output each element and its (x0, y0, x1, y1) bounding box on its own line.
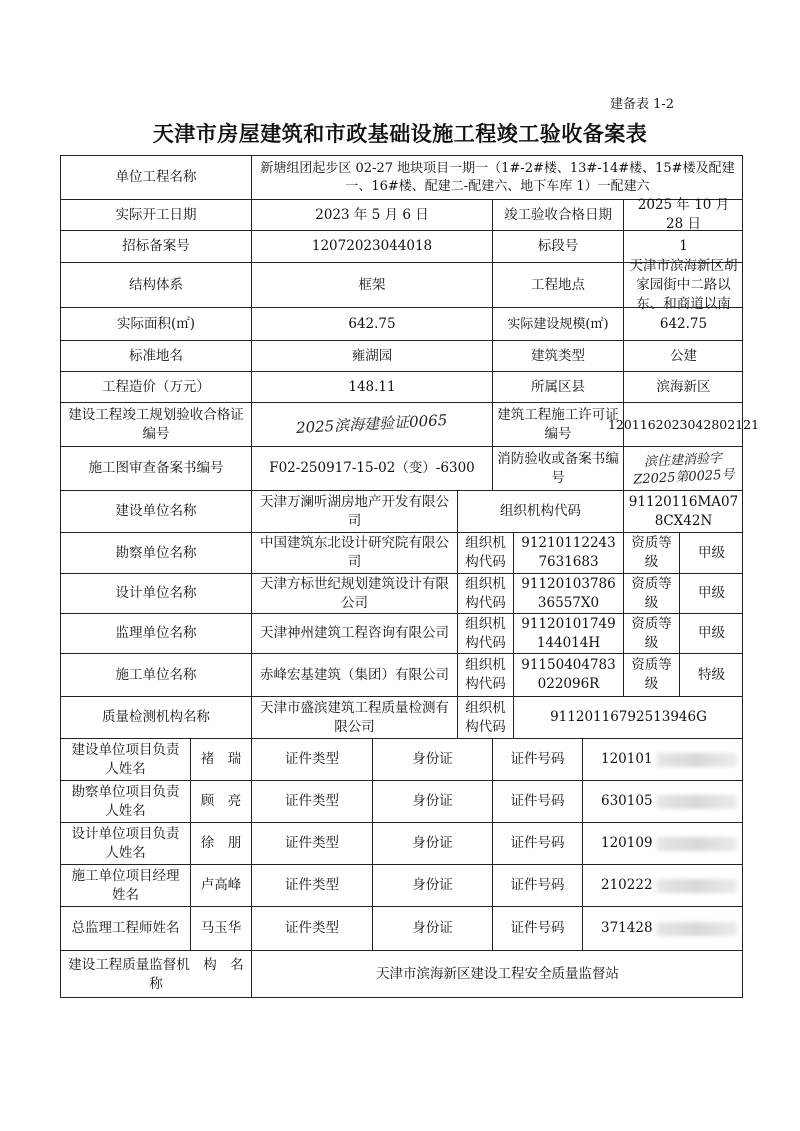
label-location: 工程地点 (492, 262, 623, 307)
label-chief-supervisor-cert-type: 证件类型 (251, 906, 372, 950)
label-supervision-unit: 监理单位名称 (60, 613, 251, 653)
label-acceptance-date: 竣工验收合格日期 (492, 199, 623, 230)
value-start-date: 2023 年 5 月 6 日 (251, 199, 492, 230)
label-standard-place-name: 标准地名 (60, 340, 251, 371)
value-testing-org-code: 91120116792513946G (513, 696, 743, 738)
redaction-blur (657, 922, 737, 936)
value-acceptance-date: 2025 年 10 月 28 日 (623, 199, 743, 230)
label-construction-permit-no: 建筑工程施工许可证编号 (492, 402, 623, 446)
value-design-qualification: 甲级 (679, 573, 743, 613)
value-actual-scale: 642.75 (623, 307, 743, 340)
label-construction-manager-cert-type: 证件类型 (251, 864, 372, 906)
page-title: 天津市房屋建筑和市政基础设施工程竣工验收备案表 (152, 122, 648, 146)
value-builder-leader-cert-no (582, 738, 743, 780)
label-planning-cert-no: 建设工程竣工规划验收合格证编号 (60, 402, 251, 446)
label-structure: 结构体系 (60, 262, 251, 307)
cert-number-visible: 210222 (601, 877, 653, 893)
value-chief-supervisor-cert-no (582, 906, 743, 950)
value-fire-acceptance-no (623, 446, 743, 490)
label-builder-unit: 建设单位名称 (60, 490, 251, 532)
cert-number-visible: 371428 (601, 920, 653, 936)
label-builder-leader-cert-no: 证件号码 (492, 738, 582, 780)
label-design-unit: 设计单位名称 (60, 573, 251, 613)
label-construction-org-code: 组织机构代码 (457, 653, 513, 696)
label-district: 所属区县 (492, 371, 623, 402)
value-chief-supervisor-cert-type: 身份证 (372, 906, 492, 950)
value-drawing-review-no: F02-250917-15-02（变）-6300 (251, 446, 492, 490)
redaction-blur (657, 837, 737, 851)
record-table (60, 155, 760, 998)
value-builder-leader: 褚 瑞 (190, 738, 251, 780)
value-testing-unit: 天津市盛滨建筑工程质量检测有限公司 (251, 696, 457, 738)
label-drawing-review-no: 施工图审查备案书编号 (60, 446, 251, 490)
value-standard-place-name: 雍湖园 (251, 340, 492, 371)
label-construction-qualification: 资质等级 (623, 653, 679, 696)
label-section-no: 标段号 (492, 230, 623, 262)
value-design-leader-cert-type: 身份证 (372, 822, 492, 864)
label-survey-leader-cert-no: 证件号码 (492, 780, 582, 822)
redaction-blur (657, 879, 737, 893)
value-structure: 框架 (251, 262, 492, 307)
redaction-blur (657, 753, 737, 767)
value-actual-area: 642.75 (251, 307, 492, 340)
label-chief-supervisor-cert-no: 证件号码 (492, 906, 582, 950)
label-bid-record-no: 招标备案号 (60, 230, 251, 262)
label-supervision-qualification: 资质等级 (623, 613, 679, 653)
label-design-leader-cert-type: 证件类型 (251, 822, 372, 864)
value-design-leader-cert-no (582, 822, 743, 864)
handwritten-fire-acceptance: 滨住建消验字Z2025第0025号 (633, 450, 735, 488)
label-builder-leader-cert-type: 证件类型 (251, 738, 372, 780)
label-actual-scale: 实际建设规模(㎡) (492, 307, 623, 340)
redaction-blur (657, 795, 737, 809)
label-cost: 工程造价（万元） (60, 371, 251, 402)
value-supervision-org-code: 91120101749144014H (513, 613, 623, 653)
value-district: 滨海新区 (623, 371, 743, 402)
label-survey-qualification: 资质等级 (623, 532, 679, 573)
value-builder-leader-cert-type: 身份证 (372, 738, 492, 780)
cert-number-visible: 630105 (601, 793, 653, 809)
label-supervision-org-code: 组织机构代码 (457, 613, 513, 653)
value-survey-leader-cert-no (582, 780, 743, 822)
value-planning-cert-no (251, 402, 492, 446)
value-builder-unit: 天津万澜听湖房地产开发有限公司 (251, 490, 457, 532)
value-design-org-code: 9112010378636557X0 (513, 573, 623, 613)
label-builder-org-code: 组织机构代码 (457, 490, 623, 532)
label-unit-project-name: 单位工程名称 (60, 155, 251, 199)
form-number: 建备表 1-2 (610, 97, 675, 112)
label-builder-leader: 建设单位项目负责人姓名 (60, 738, 190, 780)
cert-number-visible: 120109 (601, 835, 653, 851)
label-survey-leader: 勘察单位项目负责人姓名 (60, 780, 190, 822)
value-supervision-station: 天津市滨海新区建设工程安全质量监督站 (251, 950, 743, 998)
value-construction-manager-cert-type: 身份证 (372, 864, 492, 906)
value-construction-permit-no: 1201162023042802121 (623, 402, 743, 446)
value-building-type: 公建 (623, 340, 743, 371)
label-design-org-code: 组织机构代码 (457, 573, 513, 613)
label-design-leader: 设计单位项目负责人姓名 (60, 822, 190, 864)
label-testing-unit: 质量检测机构名称 (60, 696, 251, 738)
value-construction-org-code: 91150404783022096R (513, 653, 623, 696)
value-construction-unit: 赤峰宏基建筑（集团）有限公司 (251, 653, 457, 696)
value-survey-leader: 顾 亮 (190, 780, 251, 822)
label-design-qualification: 资质等级 (623, 573, 679, 613)
value-cost: 148.11 (251, 371, 492, 402)
value-bid-record-no: 12072023044018 (251, 230, 492, 262)
value-construction-manager-cert-no (582, 864, 743, 906)
label-actual-area: 实际面积(㎡) (60, 307, 251, 340)
label-building-type: 建筑类型 (492, 340, 623, 371)
value-supervision-unit: 天津神州建筑工程咨询有限公司 (251, 613, 457, 653)
value-section-no: 1 (623, 230, 743, 262)
value-location: 天津市滨海新区胡家园街中二路以东、和商道以南 (623, 262, 743, 307)
cert-number-visible: 120101 (601, 751, 653, 767)
label-survey-unit: 勘察单位名称 (60, 532, 251, 573)
handwritten-planning-cert: 2025滨海建验证0065 (295, 411, 449, 437)
label-construction-unit: 施工单位名称 (60, 653, 251, 696)
value-unit-project-name: 新塘组团起步区 02-27 地块项目一期一（1#-2#楼、13#-14#楼、15#楼及配建一、16#楼、配建二-配建六、地下车库 1）一配建六 (251, 155, 743, 199)
value-design-leader: 徐 朋 (190, 822, 251, 864)
label-testing-org-code: 组织机构代码 (457, 696, 513, 738)
label-construction-manager-cert-no: 证件号码 (492, 864, 582, 906)
value-builder-org-code: 91120116MA078CX42N (623, 490, 743, 532)
value-construction-qualification: 特级 (679, 653, 743, 696)
value-chief-supervisor: 马玉华 (190, 906, 251, 950)
label-construction-manager: 施工单位项目经理姓名 (60, 864, 190, 906)
label-survey-leader-cert-type: 证件类型 (251, 780, 372, 822)
label-start-date: 实际开工日期 (60, 199, 251, 230)
label-fire-acceptance-no: 消防验收或备案书编号 (492, 446, 623, 490)
value-survey-org-code: 912101122437631683 (513, 532, 623, 573)
label-design-leader-cert-no: 证件号码 (492, 822, 582, 864)
value-construction-manager: 卢高峰 (190, 864, 251, 906)
label-supervision-station: 建设工程质量监督机 构 名 称 (60, 950, 251, 998)
value-supervision-qualification: 甲级 (679, 613, 743, 653)
label-survey-org-code: 组织机构代码 (457, 532, 513, 573)
value-survey-qualification: 甲级 (679, 532, 743, 573)
label-chief-supervisor: 总监理工程师姓名 (60, 906, 190, 950)
value-survey-leader-cert-type: 身份证 (372, 780, 492, 822)
value-design-unit: 天津方标世纪规划建筑设计有限公司 (251, 573, 457, 613)
value-survey-unit: 中国建筑东北设计研究院有限公司 (251, 532, 457, 573)
